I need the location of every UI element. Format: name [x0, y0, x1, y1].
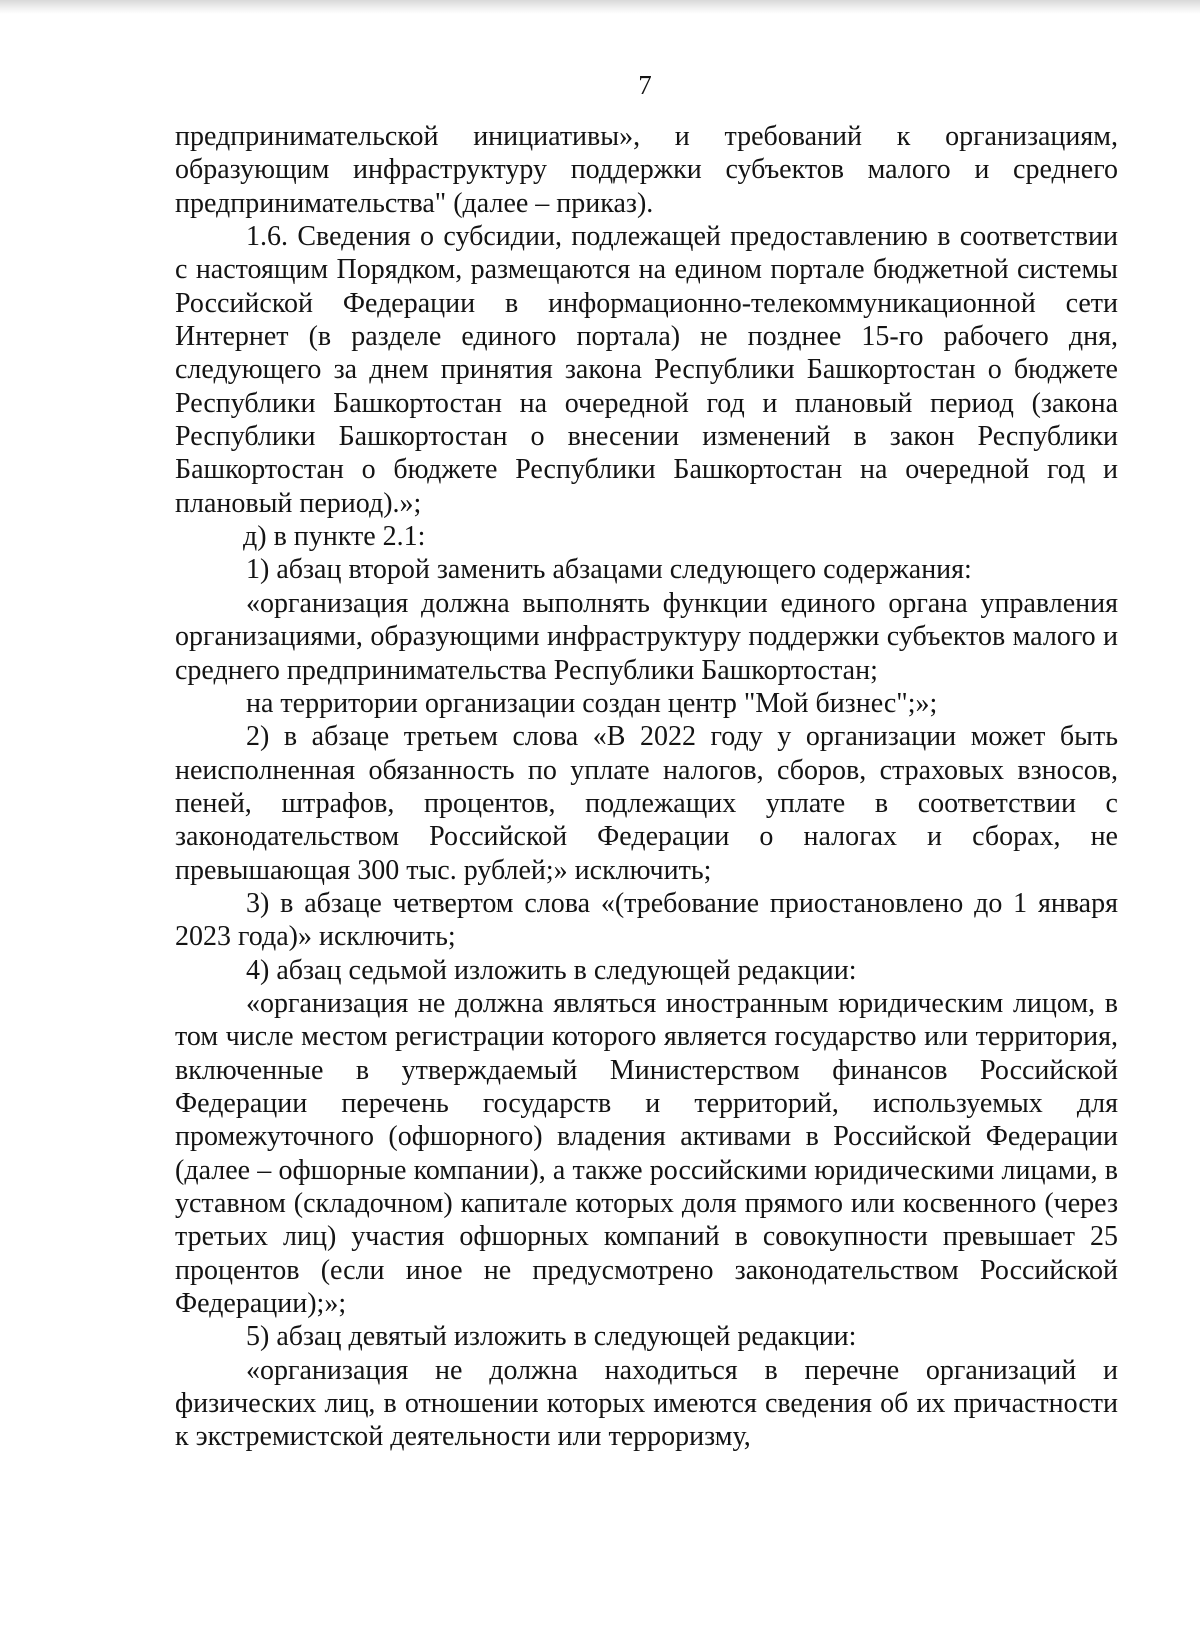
paragraph-subitem-4: 4) абзац седьмой изложить в следующей редакции: — [246, 954, 857, 986]
paragraph-quote-organization-functions: «организация должна выполнять функции единого органа управления организациями, образующими инфраструктуру поддержки субъектов малого и среднего предпринимательства Республики Башкортостан; — [175, 587, 1118, 686]
paragraph-continuation: предпринимательской инициативы», и требований к организациям, образующим инфраструктуру поддержки субъектов малого и среднего предпринимательства" (далее – приказ). — [175, 121, 1118, 219]
paragraph-quote-extremism-list: «организация не должна находиться в перечне организаций и физических лиц, в отношении которых имеются сведения об их причастности к экстремистской деятельности или терроризму, — [175, 1354, 1118, 1453]
paragraph-item-d: д) в пункте 2.1: — [243, 521, 426, 553]
paragraph-my-business-center: на территории организации создан центр "Мой бизнес";»; — [246, 687, 938, 719]
paragraph-subitem-5: 5) абзац девятый изложить в следующей редакции: — [246, 1321, 857, 1353]
paragraph-1-6: 1.6. Сведения о субсидии, подлежащей предоставлению в соответствии с настоящим Порядком, размещаются на едином портале бюджетной системы Российской Федерации в информационно-телекоммуникационной сети Интернет (в разделе единого портала) не позднее 15-го рабочего дня, следующего за днем принятия закона Республики Башкортостан о бюджете Республики Башкортостан на очередной год и плановый период (закона Республики Башкортостан о внесении изменений в закон Республики Башкортостан о бюджете Республики Башкортостан на очередной год и плановый период).»; — [175, 221, 1118, 519]
document-body — [175, 120, 1118, 1454]
paragraph-subitem-1: 1) абзац второй заменить абзацами следующего содержания: — [246, 554, 972, 586]
scan-edge-shadow — [0, 0, 1200, 14]
paragraph-quote-foreign-entity: «организация не должна являться иностранным юридическим лицом, в том числе местом регистрации которого является государство или территория, включенные в утверждаемый Министерством финансов Российской Федерации перечень государств и территорий, используемых для промежуточного (офшорного) владения активами в Российской Федерации (далее – офшорные компании), а также российскими юридическими лицами, в уставном (складочном) капитале которых доля прямого или косвенного (через третьих лиц) участия офшорных компаний в совокупности превышает 25 процентов (если иное не предусмотрено законодательством Российской Федерации);»; — [175, 987, 1118, 1320]
paragraph-subitem-3: 3) в абзаце четвертом слова «(требование приостановлено до 1 января 2023 года)» исключить; — [175, 887, 1118, 953]
paragraph-subitem-2: 2) в абзаце третьем слова «В 2022 году у организации может быть неисполненная обязанность по уплате налогов, сборов, страховых взносов, пеней, штрафов, процентов, подлежащих уплате в соответствии с законодательством Российской Федерации о налогах и сборах, не превышающая 300 тыс. рублей;» исключить; — [175, 721, 1118, 886]
page-number: 7 — [638, 70, 652, 100]
